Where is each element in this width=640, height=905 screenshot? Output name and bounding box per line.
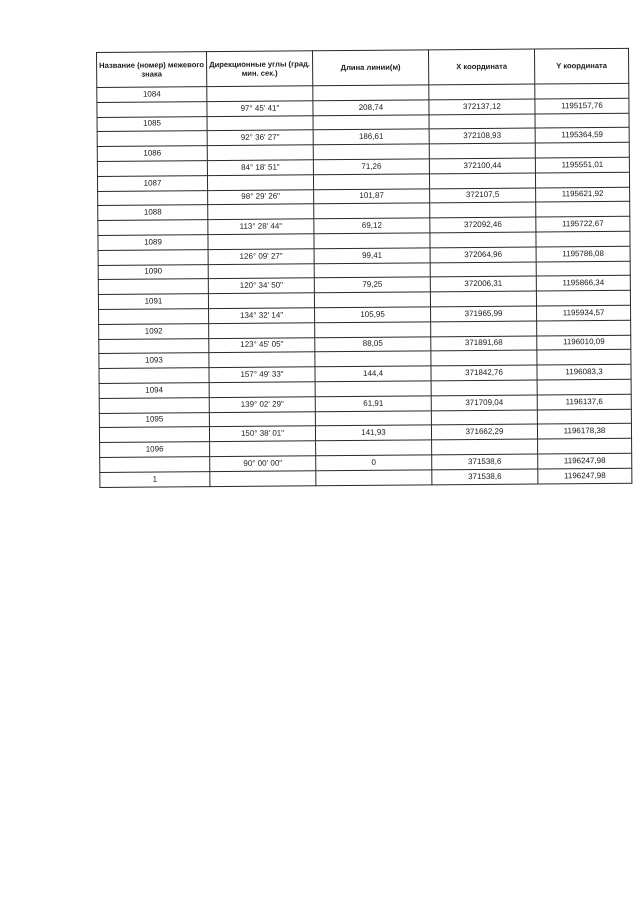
header-x-coordinate: X координата xyxy=(428,49,534,85)
x-coordinate-cell: 372108,93 xyxy=(429,128,535,144)
bearing-angle-cell xyxy=(209,352,315,368)
line-length-cell xyxy=(316,470,432,486)
marker-name-cell: 1087 xyxy=(97,175,207,191)
x-coordinate-cell xyxy=(431,321,537,337)
bearing-angle-cell: 90° 00' 00" xyxy=(210,456,316,472)
marker-name-cell: 1086 xyxy=(97,146,207,162)
line-length-cell: 69,12 xyxy=(314,218,430,234)
table-row xyxy=(100,468,632,487)
y-coordinate-cell xyxy=(537,379,631,395)
x-coordinate-cell xyxy=(429,173,535,189)
y-coordinate-cell xyxy=(537,350,631,366)
line-length-cell xyxy=(315,351,431,367)
x-coordinate-cell: 372107,5 xyxy=(430,188,536,204)
line-length-cell xyxy=(313,174,429,190)
x-coordinate-cell: 372064,96 xyxy=(430,247,536,263)
marker-name-cell: 1096 xyxy=(100,442,210,458)
marker-name-cell xyxy=(99,338,209,354)
marker-name-cell xyxy=(98,249,208,265)
marker-name-cell xyxy=(97,101,207,117)
marker-name-cell xyxy=(97,131,207,147)
y-coordinate-cell: 1195934,57 xyxy=(537,305,631,321)
y-coordinate-cell xyxy=(535,113,629,129)
y-coordinate-cell: 1195551,01 xyxy=(535,157,629,173)
line-length-cell xyxy=(314,233,430,249)
bearing-angle-cell xyxy=(209,411,315,427)
bearing-angle-cell: 157° 49' 33" xyxy=(209,367,315,383)
y-coordinate-cell: 1195364,59 xyxy=(535,128,629,144)
x-coordinate-cell: 371965,99 xyxy=(431,306,537,322)
line-length-cell: 0 xyxy=(316,455,432,471)
line-length-cell xyxy=(314,262,430,278)
line-length-cell xyxy=(315,410,431,426)
bearing-angle-cell xyxy=(208,293,314,309)
x-coordinate-cell: 372092,46 xyxy=(430,217,536,233)
header-bearing-angle: Дирекционные углы (град. мин. сек.) xyxy=(207,51,313,87)
bearing-angle-cell xyxy=(207,115,313,131)
bearing-angle-cell xyxy=(209,382,315,398)
y-coordinate-cell: 1196137,6 xyxy=(537,394,631,410)
line-length-cell xyxy=(313,85,429,101)
marker-name-cell: 1094 xyxy=(99,383,209,399)
y-coordinate-cell xyxy=(537,409,631,425)
y-coordinate-cell: 1195722,67 xyxy=(536,216,630,232)
y-coordinate-cell xyxy=(537,320,631,336)
x-coordinate-cell xyxy=(430,262,536,278)
x-coordinate-cell: 372137,12 xyxy=(429,99,535,115)
x-coordinate-cell xyxy=(431,410,537,426)
y-coordinate-cell xyxy=(535,172,629,188)
x-coordinate-cell xyxy=(430,202,536,218)
marker-name-cell: 1095 xyxy=(99,412,209,428)
bearing-angle-cell xyxy=(207,175,313,191)
line-length-cell xyxy=(314,292,430,308)
line-length-cell: 141,93 xyxy=(315,425,431,441)
header-y-coordinate: Y координата xyxy=(534,48,628,84)
marker-name-cell: 1090 xyxy=(98,264,208,280)
marker-name-cell: 1091 xyxy=(98,294,208,310)
bearing-angle-cell: 113° 28' 44" xyxy=(208,219,314,235)
y-coordinate-cell: 1196178,38 xyxy=(537,424,631,440)
line-length-cell: 61,91 xyxy=(315,396,431,412)
x-coordinate-cell xyxy=(430,232,536,248)
line-length-cell xyxy=(313,144,429,160)
coordinates-table-wrapper xyxy=(96,48,631,484)
bearing-angle-cell: 97° 45' 41" xyxy=(207,101,313,117)
y-coordinate-cell: 1195786,08 xyxy=(536,246,630,262)
x-coordinate-cell xyxy=(430,291,536,307)
table-header-row xyxy=(97,48,629,87)
y-coordinate-cell xyxy=(538,438,632,454)
header-marker-name: Название (номер) межевого знака xyxy=(97,52,207,88)
marker-name-cell xyxy=(98,279,208,295)
bearing-angle-cell xyxy=(209,323,315,339)
marker-name-cell xyxy=(98,190,208,206)
bearing-angle-cell: 139° 02' 29" xyxy=(209,397,315,413)
bearing-angle-cell xyxy=(208,234,314,250)
line-length-cell xyxy=(313,114,429,130)
line-length-cell: 71,26 xyxy=(313,159,429,175)
line-length-cell: 101,87 xyxy=(314,188,430,204)
bearing-angle-cell xyxy=(208,204,314,220)
x-coordinate-cell: 371538,6 xyxy=(432,454,538,470)
header-line-length: Длина линии(м) xyxy=(312,50,428,86)
x-coordinate-cell: 371842,76 xyxy=(431,365,537,381)
x-coordinate-cell xyxy=(431,350,537,366)
marker-name-cell xyxy=(99,309,209,325)
x-coordinate-cell xyxy=(431,380,537,396)
line-length-cell xyxy=(316,440,432,456)
table-body xyxy=(97,83,632,487)
bearing-angle-cell: 150° 38' 01" xyxy=(209,426,315,442)
line-length-cell xyxy=(314,203,430,219)
y-coordinate-cell xyxy=(536,231,630,247)
bearing-angle-cell: 123° 45' 05" xyxy=(209,337,315,353)
marker-name-cell: 1093 xyxy=(99,353,209,369)
x-coordinate-cell: 371538,6 xyxy=(432,469,538,485)
bearing-angle-cell: 126° 09' 27" xyxy=(208,249,314,265)
marker-name-cell: 1089 xyxy=(98,235,208,251)
bearing-angle-cell: 84° 18' 51" xyxy=(207,160,313,176)
y-coordinate-cell: 1196247,98 xyxy=(538,453,632,469)
bearing-angle-cell: 98° 29' 26" xyxy=(208,189,314,205)
y-coordinate-cell xyxy=(536,202,630,218)
y-coordinate-cell: 1195866,34 xyxy=(536,276,630,292)
x-coordinate-cell: 371891,68 xyxy=(431,336,537,352)
line-length-cell: 99,41 xyxy=(314,248,430,264)
y-coordinate-cell: 1196083,3 xyxy=(537,364,631,380)
marker-name-cell: 1088 xyxy=(98,205,208,221)
bearing-angle-cell xyxy=(207,86,313,102)
x-coordinate-cell xyxy=(429,143,535,159)
marker-name-cell: 1085 xyxy=(97,116,207,132)
bearing-angle-cell: 92° 36' 27" xyxy=(207,130,313,146)
x-coordinate-cell xyxy=(432,439,538,455)
x-coordinate-cell: 371709,04 xyxy=(431,395,537,411)
y-coordinate-cell xyxy=(535,143,629,159)
marker-name-cell xyxy=(100,457,210,473)
bearing-angle-cell: 120° 34' 50" xyxy=(208,278,314,294)
line-length-cell: 144,4 xyxy=(315,366,431,382)
y-coordinate-cell xyxy=(536,290,630,306)
x-coordinate-cell: 372006,31 xyxy=(430,276,536,292)
line-length-cell xyxy=(315,381,431,397)
bearing-angle-cell: 134° 32' 14" xyxy=(209,308,315,324)
marker-name-cell xyxy=(99,427,209,443)
bearing-angle-cell xyxy=(208,263,314,279)
y-coordinate-cell xyxy=(535,83,629,99)
marker-name-cell xyxy=(99,368,209,384)
line-length-cell: 88,05 xyxy=(315,336,431,352)
x-coordinate-cell xyxy=(429,84,535,100)
marker-name-cell xyxy=(98,220,208,236)
y-coordinate-cell xyxy=(536,261,630,277)
line-length-cell: 105,95 xyxy=(315,307,431,323)
line-length-cell xyxy=(315,322,431,338)
x-coordinate-cell: 372100,44 xyxy=(429,158,535,174)
bearing-angle-cell xyxy=(210,471,316,487)
x-coordinate-cell xyxy=(429,114,535,130)
y-coordinate-cell: 1195157,76 xyxy=(535,98,629,114)
line-length-cell: 208,74 xyxy=(313,100,429,116)
bearing-angle-cell xyxy=(207,145,313,161)
y-coordinate-cell: 1196247,98 xyxy=(538,468,632,484)
line-length-cell: 79,25 xyxy=(314,277,430,293)
line-length-cell: 186,61 xyxy=(313,129,429,145)
marker-name-cell: 1092 xyxy=(99,323,209,339)
marker-name-cell: 1 xyxy=(100,471,210,487)
bearing-angle-cell xyxy=(210,441,316,457)
y-coordinate-cell: 1195621,92 xyxy=(536,187,630,203)
marker-name-cell xyxy=(97,161,207,177)
marker-name-cell xyxy=(99,397,209,413)
x-coordinate-cell: 371662,29 xyxy=(431,424,537,440)
y-coordinate-cell: 1196010,09 xyxy=(537,335,631,351)
marker-name-cell: 1084 xyxy=(97,87,207,103)
boundary-coordinates-table xyxy=(96,48,632,488)
